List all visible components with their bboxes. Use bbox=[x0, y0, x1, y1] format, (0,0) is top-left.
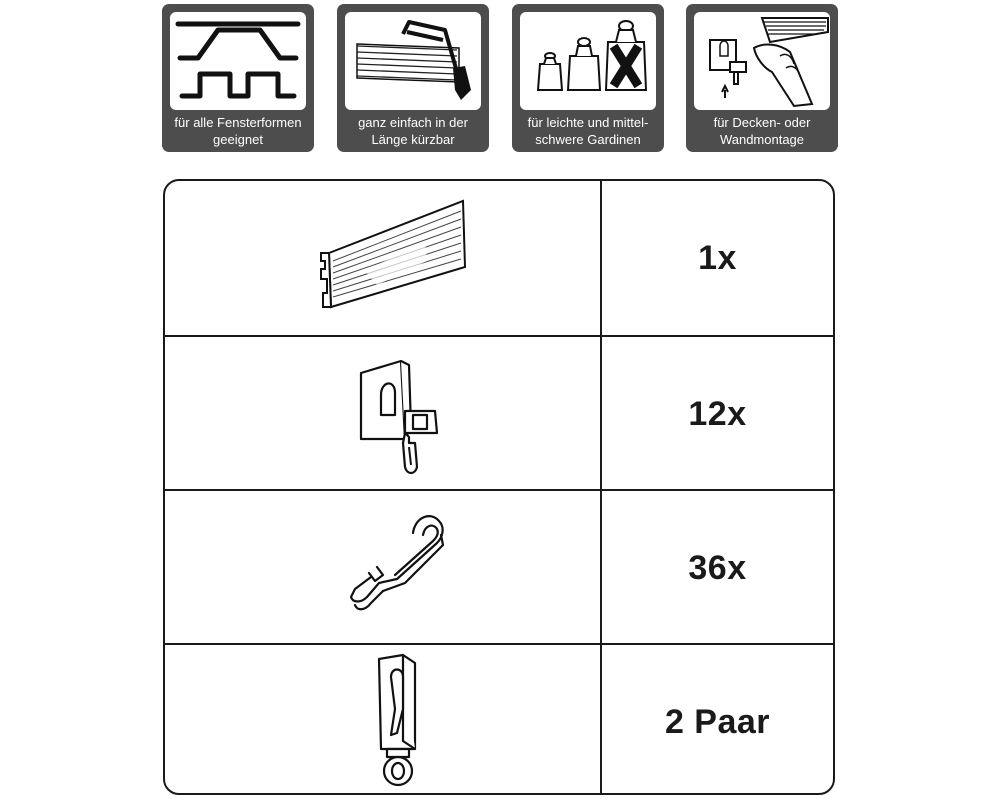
feature-caption bbox=[514, 114, 662, 148]
caption-line: für leichte und mittel- bbox=[527, 115, 649, 130]
bracket-icon bbox=[165, 337, 600, 491]
feature-mounting bbox=[686, 4, 838, 152]
feature-window-shapes bbox=[162, 4, 314, 152]
quantity-cell bbox=[600, 491, 833, 645]
feature-caption bbox=[164, 114, 312, 148]
ceiling-wall-mount-icon bbox=[694, 12, 830, 110]
saw-icon bbox=[345, 12, 481, 110]
feature-cut-to-length bbox=[337, 4, 489, 152]
table-row bbox=[165, 643, 833, 795]
quantity: 36x bbox=[688, 548, 747, 587]
rail-icon bbox=[165, 181, 600, 335]
quantity-cell bbox=[600, 645, 833, 795]
hook-icon bbox=[165, 491, 600, 645]
feature-caption bbox=[339, 114, 487, 148]
end-stop-icon bbox=[165, 645, 600, 795]
feature-weight bbox=[512, 4, 664, 152]
caption-line: für Decken- oder bbox=[713, 115, 811, 130]
quantity-cell bbox=[600, 337, 833, 491]
caption-line: ganz einfach in der bbox=[358, 115, 468, 130]
caption-line: Wandmontage bbox=[719, 132, 805, 147]
contents-table bbox=[163, 179, 835, 795]
feature-caption bbox=[688, 114, 836, 148]
caption-line: schwere Gardinen bbox=[535, 132, 641, 147]
table-row bbox=[165, 335, 833, 491]
caption-line: für alle Fensterformen bbox=[174, 115, 302, 130]
window-profile-icon bbox=[170, 12, 306, 110]
feature-tiles bbox=[162, 4, 838, 152]
caption-line: Länge kürzbar bbox=[371, 132, 455, 147]
weights-icon bbox=[520, 12, 656, 110]
quantity: 2 Paar bbox=[664, 702, 771, 741]
quantity-cell bbox=[600, 181, 833, 335]
caption-line: geeignet bbox=[213, 132, 263, 147]
quantity: 12x bbox=[688, 394, 747, 433]
table-row bbox=[165, 489, 833, 645]
table-row bbox=[165, 181, 833, 335]
quantity: 1x bbox=[698, 238, 737, 277]
